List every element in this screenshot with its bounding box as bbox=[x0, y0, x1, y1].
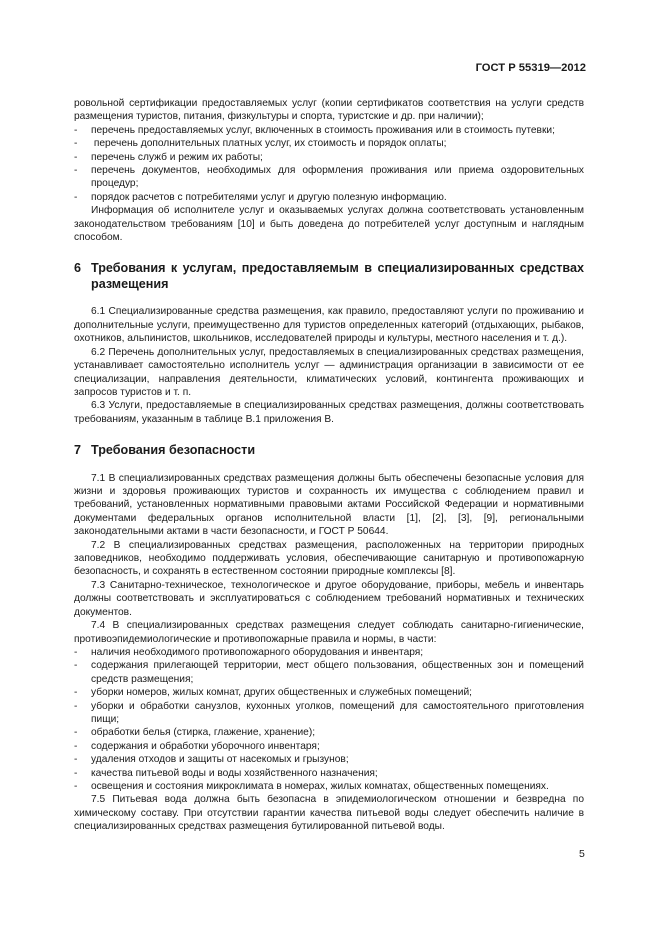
page-number: 5 bbox=[579, 848, 585, 860]
list-item: - уборки и обработки санузлов, кухонных уголков, помещений для самостоятельного приготовления пищи; bbox=[74, 700, 584, 725]
intro-block bbox=[74, 97, 584, 244]
document-header: ГОСТ Р 55319—2012 bbox=[475, 62, 586, 74]
clause-7-3: 7.3 Санитарно-техническое, технологическое и другое оборудование, приборы, мебель и инвентарь должны соответствовать и эксплуатироваться с соблюдением требований нормативных и технических документов. bbox=[74, 579, 584, 618]
list-item: - перечень дополнительных платных услуг, их стоимость и порядок оплаты; bbox=[74, 138, 447, 150]
paragraph: Информация об исполнителе услуг и оказываемых услугах должна соответствовать установленным законодательством требованиям [10] и быть доведена до потребителей услуг доступным и наглядным способом. bbox=[74, 205, 584, 244]
clause-7-2: 7.2 В специализированных средствах размещения, расположенных на территории природных заповедников, необходимо поддерживать условия, обеспечивающие санитарную и противопожарную безопасность, и сохранять в естественном состоянии природные комплексы [8]. bbox=[74, 539, 584, 578]
list-item: - уборки номеров, жилых комнат, других общественных и служебных помещений; bbox=[74, 687, 472, 699]
section-heading-7: 7 Требования безопасности bbox=[74, 443, 256, 458]
list-item: - перечень документов, необходимых для оформления проживания или приема оздоровительных процедур; bbox=[74, 165, 584, 190]
section-6-body bbox=[74, 305, 584, 426]
list-item: - содержания и обработки уборочного инвентаря; bbox=[74, 740, 320, 752]
section-heading-6: 6 Требования к услугам, предоставляемым в специализированных средствах размещения bbox=[74, 261, 584, 291]
list-item: - освещения и состояния микроклимата в номерах, жилых комнатах, общественных помещениях. bbox=[74, 780, 549, 792]
clause-6-3: 6.3 Услуги, предоставляемые в специализированных средствах размещения, должны соответствовать требованиям, указанным в таблице В.1 приложения В. bbox=[74, 400, 584, 425]
clause-7-4: 7.4 В специализированных средствах размещения следует соблюдать санитарно-гигиенические, противоэпидемиологические и противопожарные правила и нормы, в части: bbox=[74, 620, 584, 645]
list-item: - перечень предоставляемых услуг, включенных в стоимость проживания или в стоимость путевки; bbox=[74, 124, 555, 136]
clause-6-1: 6.1 Специализированные средства размещения, как правило, предоставляют услуги по проживанию и дополнительные услуги, преимущественно для туристов определенных категорий (отдыхающих, рыбаков, охотников, альпинистов, школьников, исследователей природы и культуры, местного населения и т. д.). bbox=[74, 306, 584, 345]
list-item: - наличия необходимого противопожарного оборудования и инвентаря; bbox=[74, 646, 424, 658]
list-item: - удаления отходов и защиты от насекомых и грызунов; bbox=[74, 754, 349, 766]
list-item: - содержания прилегающей территории, мест общего пользования, общественных зон и помещений средств размещения; bbox=[74, 660, 584, 685]
paragraph: ровольной сертификации предоставляемых услуг (копии сертификатов соответствия на услуги средств размещения туристов, питания, физкультуры и спорта, туристские и др. при наличии); bbox=[74, 98, 584, 123]
section-7-body bbox=[74, 472, 584, 834]
list-item: - качества питьевой воды и воды хозяйственного назначения; bbox=[74, 767, 378, 779]
list-item: - перечень служб и режим их работы; bbox=[74, 151, 263, 163]
list-item: - порядок расчетов с потребителями услуг и другую полезную информацию. bbox=[74, 191, 447, 203]
list-item: - обработки белья (стирка, глажение, хранение); bbox=[74, 727, 316, 739]
clause-7-1: 7.1 В специализированных средствах размещения должны быть обеспечены безопасные условия для жизни и здоровья проживающих туристов и сохранность их имущества с соблюдением правил и требований, установленных нормативными правовыми актами Российской Федерации и нормативными документами федеральных органов исполнительной власти [1], [2], [3], [9], региональными законодательными актами в части безопасности, и ГОСТ Р 50644. bbox=[74, 472, 584, 538]
clause-6-2: 6.2 Перечень дополнительных услуг, предоставляемых в специализированных средствах размещения, устанавливает самостоятельно исполнитель услуг — администрация организации в зависимости от ее специализации, направления деятельности, климатических условий, контингента проживающих и запросов туристов и т. п. bbox=[74, 346, 584, 398]
clause-7-5: 7.5 Питьевая вода должна быть безопасна в эпидемиологическом отношении и безвредна по химическому составу. При отсутствии гарантии качества питьевой воды следует обеспечить наличие в специализированных средствах размещения бутилированной питьевой воды. bbox=[74, 794, 584, 833]
page-content bbox=[74, 97, 584, 834]
